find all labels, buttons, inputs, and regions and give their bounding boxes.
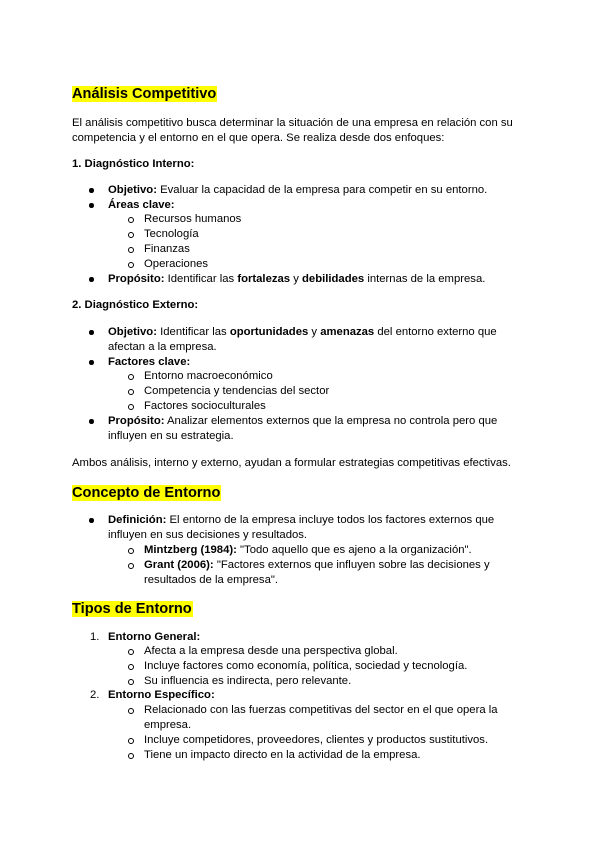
proposito-text: y (293, 273, 299, 285)
circle-bullet-icon (128, 217, 134, 223)
area-item: Finanzas (144, 243, 190, 255)
externo-factores-label: Factores clave: (108, 356, 191, 368)
especifico-item: Tiene un impacto directo en la actividad de la empresa. (144, 749, 421, 761)
mintzberg-quote (144, 543, 472, 558)
section-title-analisis-competitivo (72, 85, 217, 103)
especifico-item: Incluye competidores, proveedores, clientes y productos sustitutivos. (144, 734, 489, 746)
closing-paragraph: Ambos análisis, interno y externo, ayudan a formular estrategias competitivas efectivas. (72, 457, 511, 469)
area-item: Operaciones (144, 258, 209, 270)
entorno-especifico-label: Entorno Específico: (108, 689, 215, 701)
circle-bullet-icon (128, 548, 134, 554)
factor-item: Entorno macroeconómico (144, 370, 273, 382)
circle-bullet-icon (128, 679, 134, 685)
proposito-text: Identificar las (167, 273, 235, 285)
highlighted-title: Análisis Competitivo (72, 86, 217, 102)
circle-bullet-icon (128, 753, 134, 759)
factor-item: Competencia y tendencias del sector (144, 385, 330, 397)
factor-item: Factores socioculturales (144, 400, 266, 412)
definicion-text: El entorno de la empresa incluye todos los factores externos que (169, 514, 495, 526)
highlighted-title: Concepto de Entorno (72, 485, 221, 501)
intro-paragraph-line-1: El análisis competitivo busca determinar la situación de una empresa en relación con su (72, 117, 513, 129)
list-number: 2. (90, 689, 100, 701)
intro-paragraph-line-2: competencia y el entorno en el que opera. Se realiza desde dos enfoques: (72, 132, 445, 144)
proposito-label: Propósito: (108, 415, 165, 427)
bullet-icon (89, 330, 94, 335)
objetivo-text: y (311, 326, 318, 338)
section-title-concepto-entorno (72, 484, 221, 502)
highlighted-title: Tipos de Entorno (72, 601, 192, 617)
grant-quote (144, 558, 490, 573)
grant-text: "Factores externos que influyen sobre las decisiones y (216, 559, 490, 571)
mintzberg-text: "Todo aquello que es ajeno a la organización". (240, 544, 472, 556)
mintzberg-label: Mintzberg (1984): (144, 544, 237, 556)
circle-bullet-icon (128, 262, 134, 268)
externo-proposito-line-2: influyen en su estrategia. (108, 430, 234, 442)
proposito-bold-2: debilidades (302, 273, 365, 285)
bullet-icon (89, 419, 94, 424)
circle-bullet-icon (128, 738, 134, 744)
bullet-icon (89, 188, 94, 193)
externo-objetivo-line-2: afectan a la empresa. (108, 341, 217, 353)
entorno-general-label: Entorno General: (108, 631, 201, 643)
definicion-line-1 (108, 513, 494, 528)
proposito-text: Analizar elementos externos que la empresa no controla pero que (167, 415, 498, 427)
circle-bullet-icon (128, 708, 134, 714)
objetivo-bold-2: amenazas (320, 326, 375, 338)
objetivo-label: Objetivo: (108, 184, 157, 196)
general-item: Su influencia es indirecta, pero relevante. (144, 675, 352, 687)
proposito-label: Propósito: (108, 273, 165, 285)
circle-bullet-icon (128, 664, 134, 670)
circle-bullet-icon (128, 232, 134, 238)
objetivo-label: Objetivo: (108, 326, 157, 338)
interno-proposito (108, 272, 485, 287)
circle-bullet-icon (128, 247, 134, 253)
circle-bullet-icon (128, 563, 134, 569)
bullet-icon (89, 360, 94, 365)
circle-bullet-icon (128, 389, 134, 395)
heading-diagnostico-externo: 2. Diagnóstico Externo: (72, 299, 199, 311)
general-item: Afecta a la empresa desde una perspectiva global. (144, 645, 398, 657)
definicion-line-2: influyen en sus decisiones y resultados. (108, 529, 308, 541)
list-number: 1. (90, 631, 100, 643)
externo-proposito (108, 414, 497, 429)
proposito-text: internas de la empresa. (367, 273, 486, 285)
circle-bullet-icon (128, 374, 134, 380)
area-item: Tecnología (144, 228, 199, 240)
area-item: Recursos humanos (144, 213, 242, 225)
externo-objetivo (108, 325, 497, 340)
objetivo-text: Identificar las (160, 326, 227, 338)
definicion-label: Definición: (108, 514, 167, 526)
grant-quote-line-2: resultados de la empresa". (144, 574, 278, 586)
circle-bullet-icon (128, 404, 134, 410)
bullet-icon (89, 518, 94, 523)
objetivo-text: Evaluar la capacidad de la empresa para competir en su entorno. (160, 184, 488, 196)
especifico-item-line-1: Relacionado con las fuerzas competitivas del sector en el que opera la (144, 704, 498, 716)
especifico-item-line-2: empresa. (144, 719, 192, 731)
interno-objetivo (108, 183, 487, 198)
interno-areas-label: Áreas clave: (108, 199, 175, 211)
objetivo-text: del entorno externo que (377, 326, 497, 338)
section-title-tipos-entorno (72, 600, 193, 618)
bullet-icon (89, 203, 94, 208)
objetivo-bold-1: oportunidades (229, 326, 309, 338)
general-item: Incluye factores como economía, política, sociedad y tecnología. (144, 660, 468, 672)
proposito-bold-1: fortalezas (237, 273, 291, 285)
heading-diagnostico-interno: 1. Diagnóstico Interno: (72, 158, 195, 170)
bullet-icon (89, 277, 94, 282)
circle-bullet-icon (128, 649, 134, 655)
grant-label: Grant (2006): (144, 559, 214, 571)
